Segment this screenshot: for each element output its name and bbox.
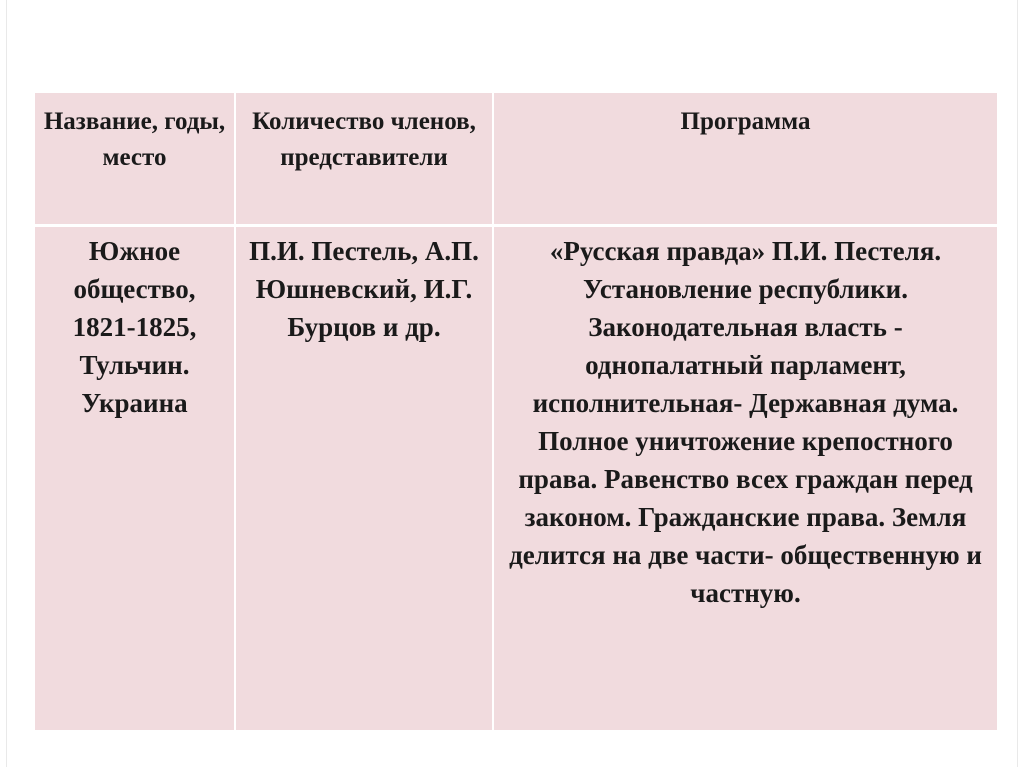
header-members: Количество членов, представители	[235, 93, 493, 225]
table-header-row	[35, 93, 998, 225]
cell-program: «Русская правда» П.И. Пестеля. Установление республики. Законодательная власть - однопалатный парламент, исполнительная- Державная дума. Полное уничтожение крепостного права. Равенство всех граждан перед законом. Гражданские права. Земля делится на две части- общественную и частную.	[493, 225, 998, 731]
cell-society-name: Южное общество, 1821-1825, Тульчин. Украина	[35, 225, 235, 731]
societies-table	[35, 93, 999, 732]
cell-members: П.И. Пестель, А.П. Юшневский, И.Г. Бурцов и др.	[235, 225, 493, 731]
header-program: Программа	[493, 93, 998, 225]
table-row	[35, 225, 998, 731]
header-name-years-place: Название, годы, место	[35, 93, 235, 225]
